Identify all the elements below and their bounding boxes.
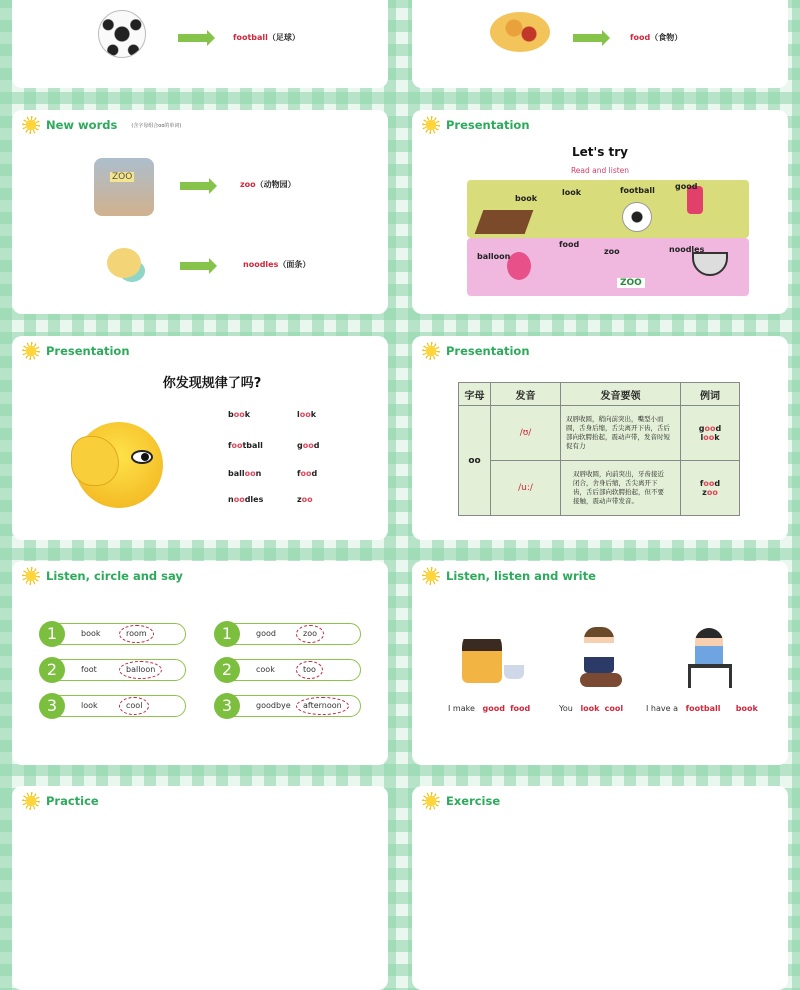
choice-pill[interactable] (215, 659, 361, 681)
sentence-prefix: You (559, 704, 573, 713)
answer-word: look (580, 704, 600, 713)
oo-word (700, 433, 719, 442)
oo-word (228, 410, 250, 419)
oo-word (228, 441, 263, 450)
oo-highlight: oo (300, 469, 312, 478)
arrow-icon (178, 34, 208, 42)
word-part: tball (242, 441, 263, 450)
word-part: f (228, 441, 232, 450)
word: food (630, 33, 651, 42)
slide-title: Presentation (46, 344, 130, 358)
oo-word (297, 441, 319, 450)
zoo-logo: ZOO (617, 278, 645, 288)
oo-highlight: oo (233, 410, 245, 419)
header-tips: 发音要领 (561, 383, 681, 406)
tip-cell: 双唇收圆，向前突出，牙齿接近闭合，舍身后缩，舌尖离开下齿，舌后部向软腭抬起，但不要接触，震动声带发音。 (561, 461, 681, 516)
oo-word (699, 424, 721, 433)
number-badge: 2 (39, 657, 65, 683)
oo-highlight: oo (299, 410, 311, 419)
meaning: （食物） (650, 33, 683, 42)
word-option[interactable]: good (256, 629, 276, 638)
circled-word[interactable]: room (119, 625, 154, 643)
label-noodles: noodles (669, 245, 705, 254)
question: 你发现规律了吗? (162, 376, 262, 391)
choice-pill[interactable] (215, 695, 361, 717)
number-badge: 1 (214, 621, 240, 647)
word-part: g (698, 424, 705, 433)
oo-word (700, 479, 720, 488)
circled-word[interactable]: cool (119, 697, 149, 715)
word-line (233, 32, 300, 43)
number-badge: 1 (39, 621, 65, 647)
word-option[interactable]: foot (81, 665, 97, 674)
circled-word[interactable]: afternoon (296, 697, 349, 715)
number-badge: 2 (214, 657, 240, 683)
oo-word (228, 469, 261, 478)
slide-title: Listen, circle and say (46, 569, 183, 583)
label-zoo: zoo (604, 247, 620, 256)
word-part: n (228, 495, 234, 504)
word-line (630, 32, 682, 43)
sound-cell: /u:/ (491, 461, 561, 516)
header-examples: 例词 (681, 383, 740, 406)
word-part: f (699, 479, 704, 488)
sentence (559, 704, 623, 713)
food-image (490, 12, 550, 52)
circled-word[interactable]: too (296, 661, 323, 679)
sun-icon (422, 116, 440, 134)
label-football: football (620, 186, 655, 195)
oo-highlight: oo (703, 433, 715, 442)
word-part: k (714, 433, 720, 442)
sun-icon (22, 116, 40, 134)
noodles-image (107, 248, 141, 278)
example-word (681, 488, 739, 497)
sun-icon (22, 567, 40, 585)
meaning: （面条） (278, 260, 311, 269)
sound-cell: /ʊ/ (491, 406, 561, 461)
oo-highlight: oo (704, 424, 716, 433)
slide-exercise[interactable] (412, 786, 788, 990)
arrow-icon (180, 262, 210, 270)
answer-word: football (685, 704, 721, 713)
word-part: l (700, 433, 704, 442)
zoo-sign: ZOO (112, 172, 133, 182)
ball-image (622, 202, 652, 232)
answer-word: book (735, 704, 758, 713)
word-part: f (297, 469, 301, 478)
word-part: d (313, 441, 320, 450)
desk-image (688, 664, 732, 688)
word-part: k (244, 410, 251, 419)
example-word (681, 424, 739, 433)
sun-icon (22, 792, 40, 810)
label-balloon: balloon (477, 252, 511, 261)
choice-pill[interactable] (215, 623, 361, 645)
sun-icon (422, 792, 440, 810)
oo-highlight: oo (302, 441, 314, 450)
heading: Let's try (572, 145, 628, 159)
word-option[interactable]: cook (256, 665, 275, 674)
slide-phonics-table[interactable] (412, 336, 788, 540)
number-badge: 3 (39, 693, 65, 719)
slide-title: Exercise (446, 794, 501, 808)
word-option[interactable]: look (81, 701, 98, 710)
word-part: ball (228, 469, 245, 478)
slide-new-words[interactable] (12, 110, 388, 314)
word-part: dles (244, 495, 264, 504)
word-option[interactable]: goodbye (256, 701, 291, 710)
word-part: z (297, 495, 302, 504)
word-part: g (297, 441, 303, 450)
oo-word (228, 495, 263, 504)
sentence-prefix: I have a (646, 704, 678, 713)
meaning: （动物园） (255, 180, 296, 189)
slide-title: New words (46, 118, 118, 132)
slide-title: Listen, listen and write (446, 569, 596, 583)
tip-cell: 双唇收圆，稍向前突出，嘴型小而圆，舌身后缩，舌尖离开下齿，舌后部向软腭抬起，震动声带，发音时短促有力 (561, 406, 681, 461)
word-line (243, 259, 310, 270)
oo-word (297, 410, 316, 419)
label-food: food (559, 240, 580, 249)
word-part: z (702, 488, 707, 497)
slide-title: Presentation (446, 118, 530, 132)
word-part: b (228, 410, 234, 419)
slide-title: Presentation (446, 344, 530, 358)
word-option[interactable]: book (81, 629, 101, 638)
slide-football[interactable] (12, 0, 388, 88)
sofa-image (580, 673, 622, 687)
choice-pill[interactable] (40, 659, 186, 681)
header-sound: 发音 (491, 383, 561, 406)
header-letter: 字母 (459, 383, 491, 406)
arrow-icon (573, 34, 603, 42)
oo-highlight: oo (231, 441, 243, 450)
slide-lets-try[interactable] (412, 110, 788, 314)
book-image (475, 210, 534, 234)
sentence (646, 704, 758, 713)
arrow-icon (180, 182, 210, 190)
oo-highlight: oo (703, 479, 715, 488)
phonics-table (458, 382, 740, 516)
word-picture-panel (467, 180, 749, 298)
oo-word (702, 488, 718, 497)
slide-practice[interactable] (12, 786, 388, 990)
choice-pill[interactable] (40, 695, 186, 717)
answer-word: good (482, 704, 505, 713)
oo-word (297, 495, 313, 504)
oo-highlight: oo (233, 495, 245, 504)
word-part: l (297, 410, 300, 419)
slide-title: Practice (46, 794, 99, 808)
word-part: k (310, 410, 317, 419)
slide-pattern[interactable] (12, 336, 388, 540)
cooking-girl-image (462, 627, 502, 683)
balloon-image (507, 252, 531, 280)
word-line (240, 179, 296, 190)
circled-word[interactable]: balloon (119, 661, 162, 679)
word: zoo (240, 180, 256, 189)
example-word (681, 479, 739, 488)
subheading: Read and listen (570, 166, 630, 175)
sentence-prefix: I make (448, 704, 475, 713)
oo-highlight: oo (706, 488, 718, 497)
label-good: good (675, 182, 698, 191)
oo-highlight: oo (244, 469, 256, 478)
answer-word: food (510, 704, 531, 713)
answer-word: cool (604, 704, 624, 713)
word-part: d (311, 469, 318, 478)
facepalm-emoji (75, 422, 163, 508)
word: football (233, 33, 268, 42)
soccer-ball-image (98, 10, 146, 58)
choice-pill[interactable] (40, 623, 186, 645)
jumping-boy-image (584, 627, 614, 673)
sun-icon (22, 342, 40, 360)
number-badge: 3 (214, 693, 240, 719)
pot-image (504, 665, 524, 679)
word-part: d (715, 424, 722, 433)
slide-subtitle: (含字母组合oo的单词) (131, 122, 182, 129)
letter-cell: oo (459, 406, 491, 516)
examples-cell (681, 406, 740, 461)
oo-highlight: oo (301, 495, 313, 504)
meaning: （足球） (267, 33, 300, 42)
sun-icon (422, 342, 440, 360)
zoo-animals-image (94, 158, 154, 216)
slide-listen-write[interactable] (412, 561, 788, 765)
word: noodles (243, 260, 279, 269)
label-book: book (515, 194, 538, 203)
sentence (448, 704, 530, 713)
circled-word[interactable]: zoo (296, 625, 324, 643)
word-part: n (255, 469, 262, 478)
slide-circle-say[interactable] (12, 561, 388, 765)
sun-icon (422, 567, 440, 585)
oo-word (297, 469, 317, 478)
label-look: look (562, 188, 582, 197)
example-word (681, 433, 739, 442)
word-part: d (714, 479, 721, 488)
examples-cell (681, 461, 740, 516)
reading-boy-image (695, 628, 723, 668)
slide-food[interactable] (412, 0, 788, 88)
